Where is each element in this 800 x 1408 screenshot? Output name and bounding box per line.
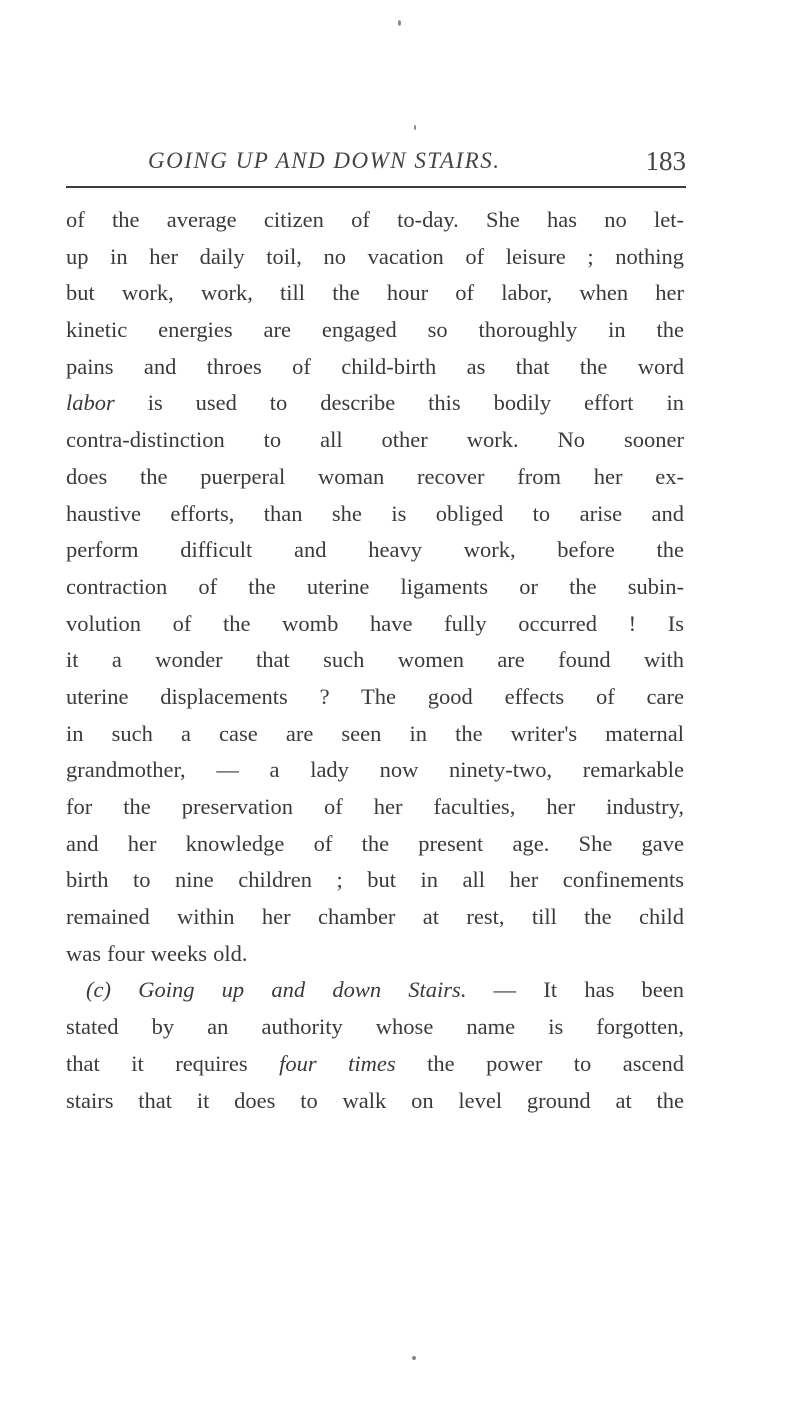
text-line: contra-distinction to all other work. No sooner	[66, 427, 684, 453]
header-rule	[66, 186, 686, 188]
text-fragment: is used to describe this bodily effort in	[114, 390, 684, 416]
text-fragment: that it requires	[66, 1050, 280, 1076]
text-line: was four weeks old.	[66, 940, 248, 966]
text-fragment: the power to ascend	[395, 1050, 684, 1076]
page-number: 183	[645, 146, 686, 176]
running-head	[148, 148, 686, 184]
ink-speck	[398, 20, 401, 26]
text-line: does the puerperal woman recover from her ex-	[66, 463, 684, 489]
paragraph	[66, 202, 684, 972]
italic-word: labor	[66, 390, 115, 416]
running-title: GOING UP AND DOWN STAIRS.	[148, 148, 501, 173]
italic-phrase: four times	[279, 1050, 396, 1076]
text-line	[66, 1046, 684, 1083]
text-line: uterine displacements ? The good effects of care	[66, 683, 684, 709]
text-line: birth to nine children ; but in all her confinements	[66, 867, 684, 893]
text-line: for the preservation of her faculties, her industry,	[66, 794, 684, 819]
text-line: contraction of the uterine ligaments or the subin-	[66, 573, 684, 599]
text-line: in such a case are seen in the writer's maternal	[66, 720, 684, 746]
text-line: up in her daily toil, no vacation of leisure ; nothing	[66, 243, 684, 269]
text-line	[66, 385, 684, 422]
ink-speck	[414, 125, 416, 130]
text-line: and her knowledge of the present age. She gave	[66, 830, 684, 856]
text-line: it a wonder that such women are found with	[66, 647, 684, 673]
section-label: (c)	[86, 977, 111, 1003]
text-line	[66, 972, 684, 1009]
text-line: kinetic energies are engaged so thoroughly in the	[66, 317, 684, 343]
paragraph	[66, 972, 684, 1119]
text-line: perform difficult and heavy work, before the	[66, 537, 684, 563]
body-text	[66, 202, 684, 1119]
text-line: grandmother, — a lady now ninety-two, remarkable	[66, 757, 684, 783]
ink-speck	[412, 1356, 416, 1360]
text-line: volution of the womb have fully occurred ! Is	[66, 610, 684, 636]
section-heading: Going up and down Stairs.	[138, 977, 467, 1003]
text-line: of the average citizen of to-day. She has no let-	[66, 207, 684, 232]
text-line: but work, work, till the hour of labor, when her	[66, 280, 684, 306]
text-line: stated by an authority whose name is forgotten,	[66, 1014, 684, 1040]
text-line: haustive efforts, than she is obliged to arise and	[66, 500, 684, 526]
text-line: pains and throes of child-birth as that the word	[66, 353, 684, 379]
text-line: stairs that it does to walk on level ground at the	[66, 1087, 684, 1113]
text-line: remained within her chamber at rest, till the child	[66, 904, 684, 930]
text-fragment: — It has been	[466, 977, 685, 1003]
